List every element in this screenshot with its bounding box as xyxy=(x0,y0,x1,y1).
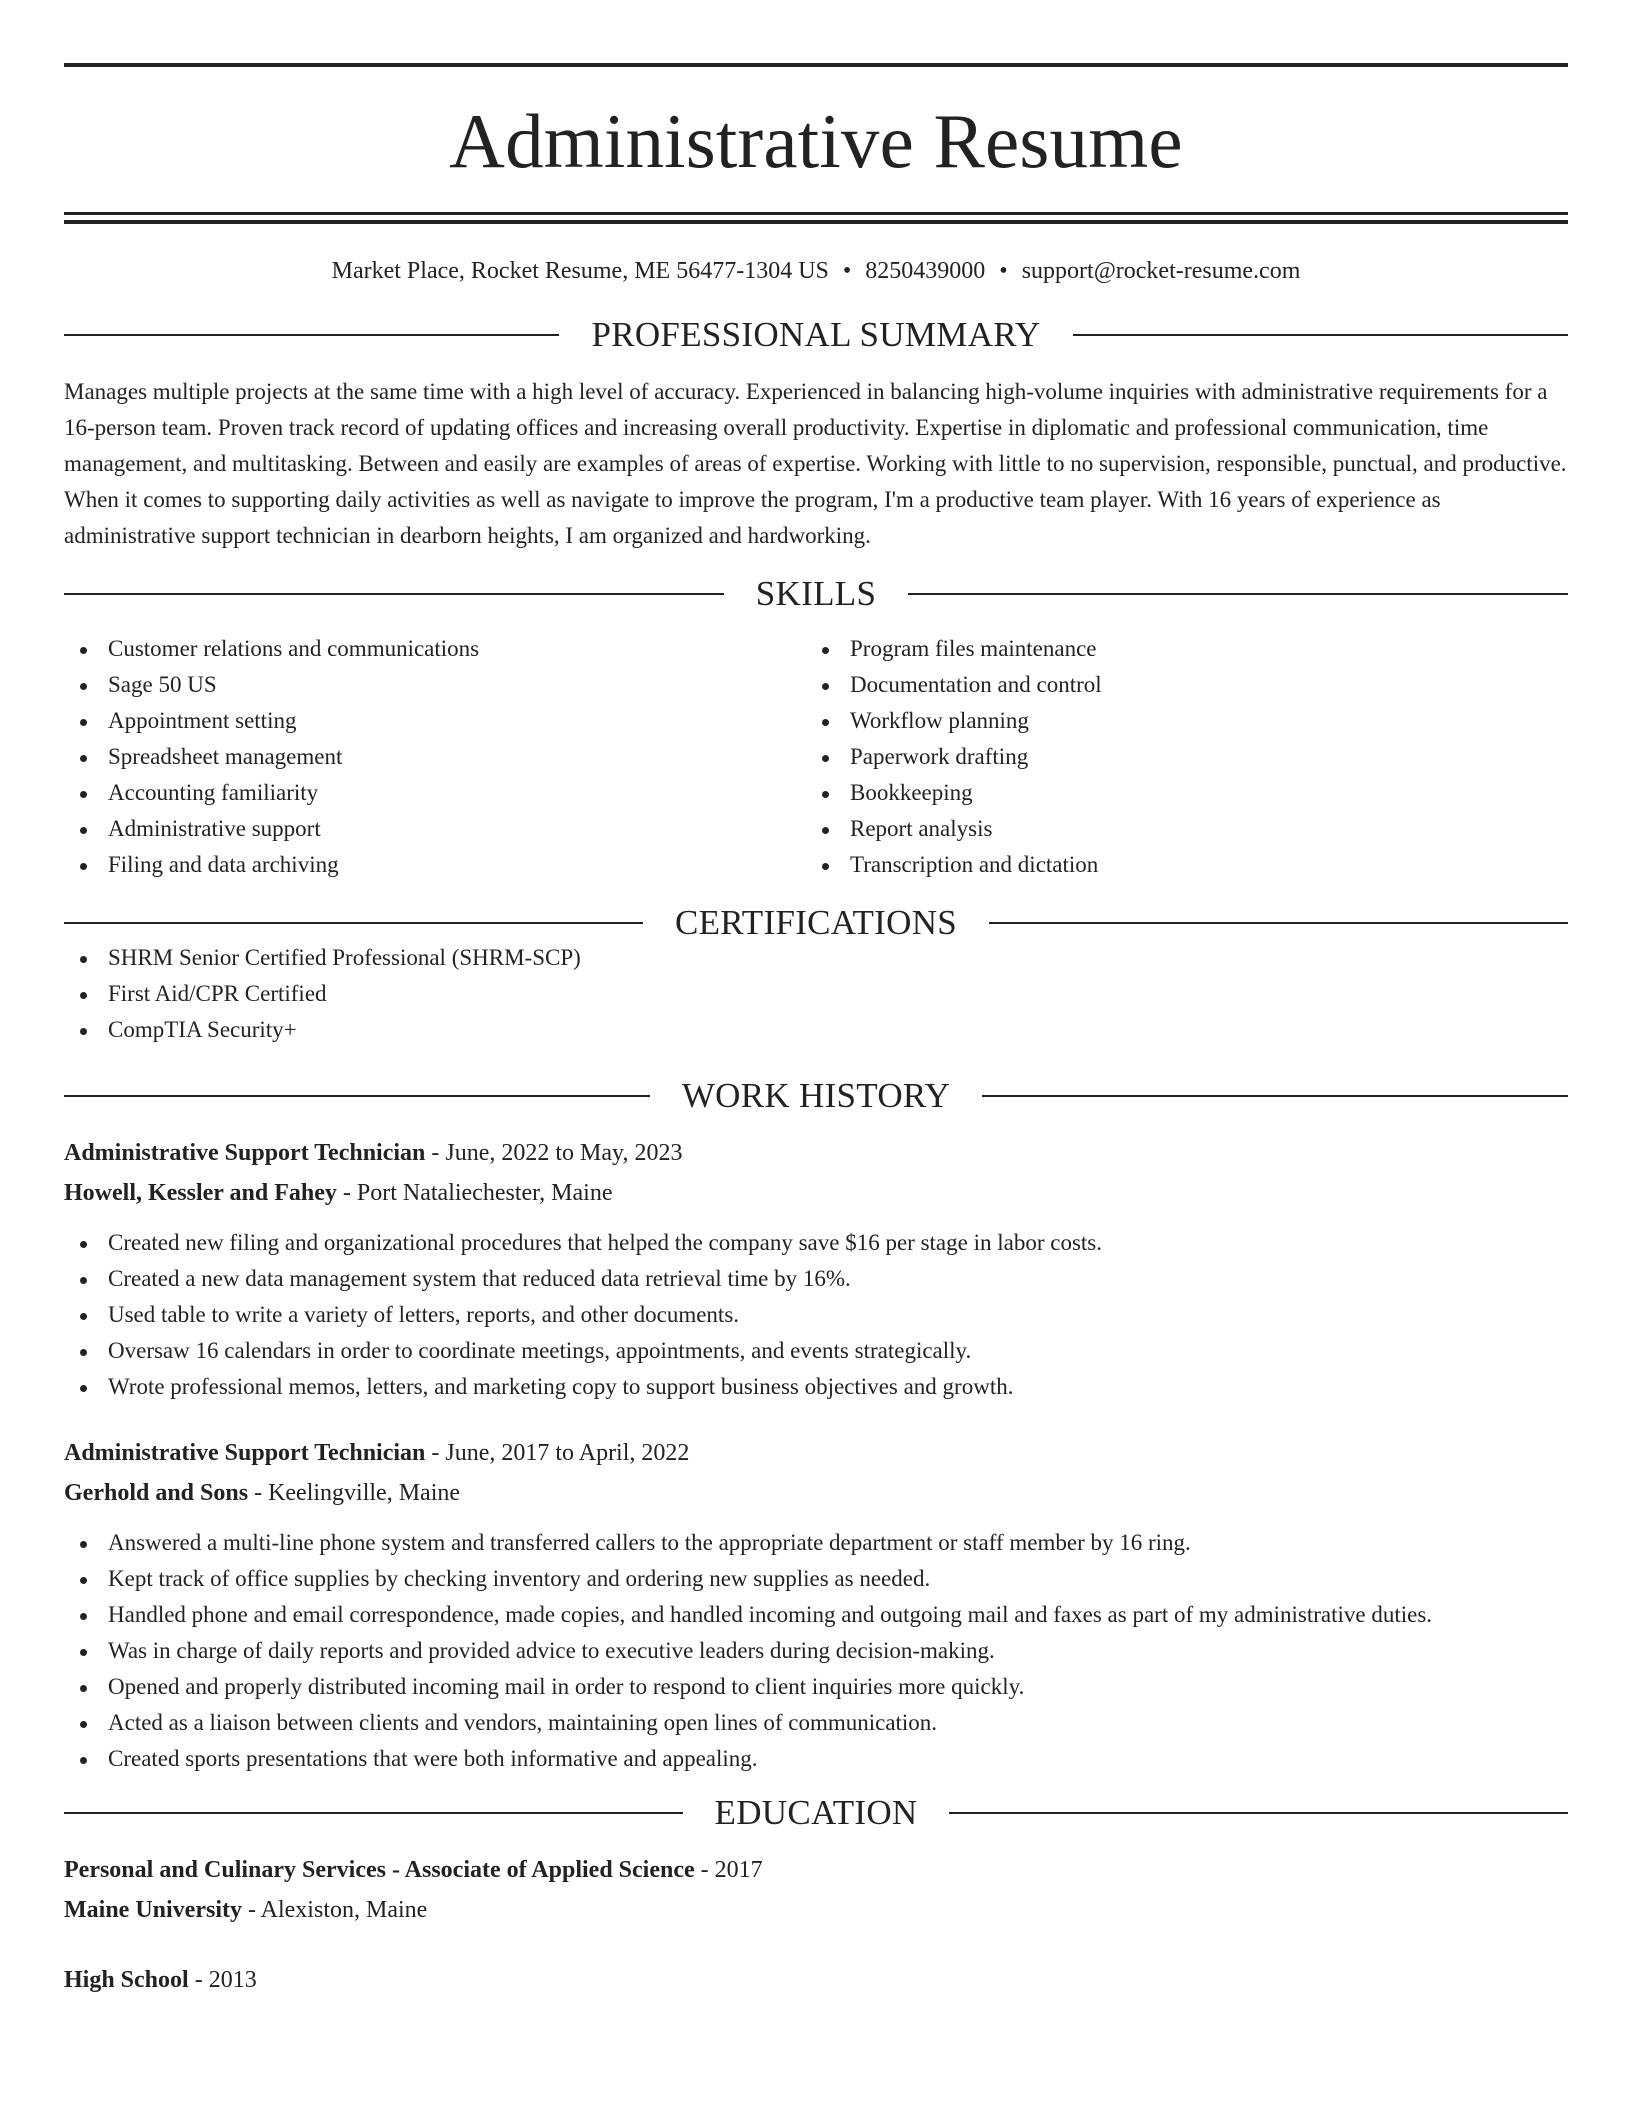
contact-address: Market Place, Rocket Resume, ME 56477-1304 US xyxy=(331,258,829,284)
skills-list xyxy=(64,631,1568,883)
job-duty-item: Oversaw 16 calendars in order to coordinate meetings, appointments, and events strategically. xyxy=(64,1333,1568,1369)
heading-rule-right xyxy=(949,1812,1568,1814)
job-duties-list xyxy=(64,1525,1568,1777)
certification-item: First Aid/CPR Certified xyxy=(64,976,1568,1012)
job-dates: - June, 2022 to May, 2023 xyxy=(425,1140,683,1166)
job-title-line xyxy=(64,1433,1568,1473)
job-duty-item: Answered a multi-line phone system and transferred callers to the appropriate department or staff member by 16 ring. xyxy=(64,1525,1568,1561)
heading-rule-left xyxy=(64,1812,683,1814)
certifications-list xyxy=(64,940,1568,1048)
contact-email[interactable]: support@rocket-resume.com xyxy=(1021,258,1301,284)
skill-item: Appointment setting xyxy=(64,703,806,739)
heading-rule-left xyxy=(64,1095,650,1097)
contact-separator: • xyxy=(842,258,852,284)
job-duty-item: Created a new data management system that reduced data retrieval time by 16%. xyxy=(64,1261,1568,1297)
section-title: EDUCATION xyxy=(714,1793,918,1832)
skill-item: Accounting familiarity xyxy=(64,775,806,811)
contact-line xyxy=(64,259,1568,283)
job-title: Administrative Support Technician xyxy=(64,1440,426,1466)
job-duty-item: Handled phone and email correspondence, made copies, and handled incoming and outgoing mail and faxes as part of my administrative duties. xyxy=(64,1597,1568,1633)
skill-item: Documentation and control xyxy=(806,667,1548,703)
skill-item: Administrative support xyxy=(64,811,806,847)
education-year: - 2013 xyxy=(188,1967,257,1993)
skill-item: Transcription and dictation xyxy=(806,847,1548,883)
heading-rule-right xyxy=(989,922,1568,924)
education-degree: High School xyxy=(64,1967,189,1993)
job-duty-item: Opened and properly distributed incoming mail in order to respond to client inquiries more quickly. xyxy=(64,1669,1568,1705)
summary-heading xyxy=(64,317,1568,352)
skills-column-right xyxy=(806,631,1548,883)
skills-heading xyxy=(64,576,1568,611)
certifications-heading xyxy=(64,905,1568,940)
skill-item: Bookkeeping xyxy=(806,775,1548,811)
job-duty-item: Used table to write a variety of letters, reports, and other documents. xyxy=(64,1297,1568,1333)
heading-rule-right xyxy=(982,1095,1568,1097)
resume-title: Administrative Resume xyxy=(449,98,1183,184)
top-rule xyxy=(64,63,1568,67)
job-entry xyxy=(64,1433,1568,1777)
job-duty-item: Acted as a liaison between clients and vendors, maintaining open lines of communication. xyxy=(64,1705,1568,1741)
heading-rule-left xyxy=(64,334,559,336)
contact-separator: • xyxy=(999,258,1008,284)
certification-item: CompTIA Security+ xyxy=(64,1012,1568,1048)
education-year: - 2017 xyxy=(694,1857,763,1883)
education-entry xyxy=(64,1850,1568,1930)
education-degree: Personal and Culinary Services - Associate of Applied Science xyxy=(64,1857,695,1883)
education-location: - Alexiston, Maine xyxy=(241,1897,428,1923)
job-company-line xyxy=(64,1473,1568,1513)
heading-rule-right xyxy=(1073,334,1568,336)
heading-rule-right xyxy=(908,593,1568,595)
job-company: Howell, Kessler and Fahey xyxy=(64,1180,337,1206)
job-duty-item: Was in charge of daily reports and provided advice to executive leaders during decision-making. xyxy=(64,1633,1568,1669)
job-duties-list xyxy=(64,1225,1568,1405)
skills-column-left xyxy=(64,631,806,883)
job-duty-item: Wrote professional memos, letters, and marketing copy to support business objectives and growth. xyxy=(64,1369,1568,1405)
section-title: WORK HISTORY xyxy=(681,1076,951,1115)
education-school-line xyxy=(64,1890,1568,1930)
job-duty-item: Created sports presentations that were both informative and appealing. xyxy=(64,1741,1568,1777)
job-title: Administrative Support Technician xyxy=(64,1140,426,1166)
skill-item: Filing and data archiving xyxy=(64,847,806,883)
education-heading xyxy=(64,1795,1568,1830)
job-company: Gerhold and Sons xyxy=(64,1480,249,1506)
section-title: PROFESSIONAL SUMMARY xyxy=(591,315,1041,354)
skill-item: Spreadsheet management xyxy=(64,739,806,775)
education-list xyxy=(64,1850,1568,2000)
heading-rule-left xyxy=(64,922,643,924)
education-entry xyxy=(64,1960,1568,2000)
job-company-line xyxy=(64,1173,1568,1213)
education-degree-line xyxy=(64,1960,1568,2000)
skill-item: Report analysis xyxy=(806,811,1548,847)
job-title-line xyxy=(64,1133,1568,1173)
section-title: SKILLS xyxy=(755,574,877,613)
section-title: CERTIFICATIONS xyxy=(674,903,958,942)
job-dates: - June, 2017 to April, 2022 xyxy=(425,1440,690,1466)
heading-rule-left xyxy=(64,593,724,595)
skill-item: Program files maintenance xyxy=(806,631,1548,667)
work-history-heading xyxy=(64,1078,1568,1113)
contact-phone: 8250439000 xyxy=(865,258,986,284)
title-double-rule xyxy=(64,212,1568,224)
skill-item: Sage 50 US xyxy=(64,667,806,703)
skill-item: Workflow planning xyxy=(806,703,1548,739)
skill-item: Paperwork drafting xyxy=(806,739,1548,775)
certification-item: SHRM Senior Certified Professional (SHRM-SCP) xyxy=(64,940,1568,976)
education-degree-line xyxy=(64,1850,1568,1890)
job-duty-item: Created new filing and organizational procedures that helped the company save $16 per stage in labor costs. xyxy=(64,1225,1568,1261)
job-location: - Keelingville, Maine xyxy=(248,1480,461,1506)
skill-item: Customer relations and communications xyxy=(64,631,806,667)
summary-text: Manages multiple projects at the same time with a high level of accuracy. Experienced in balancing high-volume inquiries with administrative requirements for a 16-person team. Proven track record of updating offices and increasing overall productivity. Expertise in diplomatic and professional communication, time management, and multitasking. Between and easily are examples of areas of expertise. Working with little to no supervision, responsible, punctual, and productive. When it comes to supporting daily activities as well as navigate to improve the program, I'm a productive team player. With 16 years of experience as administrative support technician in dearborn heights, I am organized and hardworking. xyxy=(64,379,1567,548)
education-school: Maine University xyxy=(64,1897,242,1923)
job-entry xyxy=(64,1133,1568,1405)
job-location: - Port Nataliechester, Maine xyxy=(336,1180,613,1206)
job-duty-item: Kept track of office supplies by checking inventory and ordering new supplies as needed. xyxy=(64,1561,1568,1597)
